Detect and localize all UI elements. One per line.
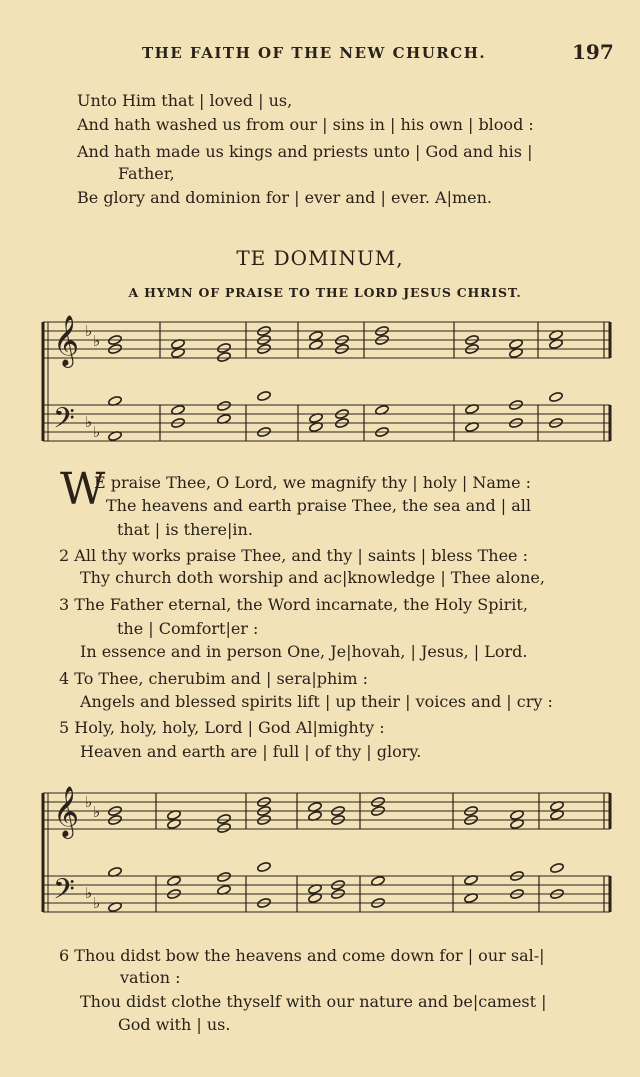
bass-clef-icon: 𝄢 [53,873,75,913]
treble-clef-icon: 𝄞 [53,786,80,837]
drop-cap: W [60,464,106,515]
text-line: E praise Thee, O Lord, we magnify thy | holy | Name : [94,473,532,492]
text-line: vation : [120,968,181,987]
text-line: And hath washed us from our | sins in | his own | blood : [77,115,534,134]
text-line: that | is there|in. [117,520,253,539]
flat-sign-icon: ♭ [93,803,101,821]
note-head [549,391,564,402]
text-line: Father, [118,164,175,183]
flat-sign-icon: ♭ [85,793,93,811]
flat-sign-icon: ♭ [85,884,93,902]
text-line: God with | us. [118,1015,231,1034]
text-line: And hath made us kings and priests unto | God and his | [77,142,533,161]
text-line: 3 The Father eternal, the Word incarnate, the Holy Spirit, [59,595,528,614]
text-line: the | Comfort|er : [117,619,259,638]
text-line: Angels and blessed spirits lift | up their | voices and | cry : [80,692,553,711]
text-line: The heavens and earth praise Thee, the sea and | all [106,496,532,515]
text-line: 4 To Thee, cherubim and | sera|phim : [59,669,369,688]
note-head [217,871,232,882]
note-head [217,351,232,362]
text-line: 5 Holy, holy, holy, Lord | God Al|mighty : [59,718,385,737]
page-number: 197 [572,40,614,64]
text-line: 2 All thy works praise Thee, and thy | saints | bless Thee : [59,546,528,565]
note-head [217,813,232,824]
flat-sign-icon: ♭ [85,322,93,340]
flat-sign-icon: ♭ [93,423,101,441]
text-line: Unto Him that | loved | us, [77,91,293,110]
running-title: THE FAITH OF THE NEW CHURCH. [142,44,487,62]
text-line: 6 Thou didst bow the heavens and come down for | our sal-| [59,946,545,965]
text-line: Thy church doth worship and ac|knowledge | Thee alone, [80,568,545,587]
note-head [257,861,272,872]
text-line: In essence and in person One, Je|hovah, | Jesus, | Lord. [80,642,528,661]
hymn-title: TE DOMINUM, [236,246,404,270]
treble-clef-icon: 𝄞 [53,315,80,366]
note-head [217,342,232,353]
flat-sign-icon: ♭ [85,413,93,431]
note-head [550,862,565,873]
note-head [257,390,272,401]
flat-sign-icon: ♭ [93,332,101,350]
note-head [217,822,232,833]
text-line: Be glory and dominion for | ever and | ever. A|men. [77,188,492,207]
note-head [217,400,232,411]
text-line: Heaven and earth are | full | of thy | glory. [80,742,422,761]
hymn-subtitle: A HYMN OF PRAISE TO THE LORD JESUS CHRIST. [128,285,522,300]
bass-clef-icon: 𝄢 [53,402,75,442]
text-line: Thou didst clothe thyself with our nature and be|camest | [80,992,547,1011]
flat-sign-icon: ♭ [93,894,101,912]
